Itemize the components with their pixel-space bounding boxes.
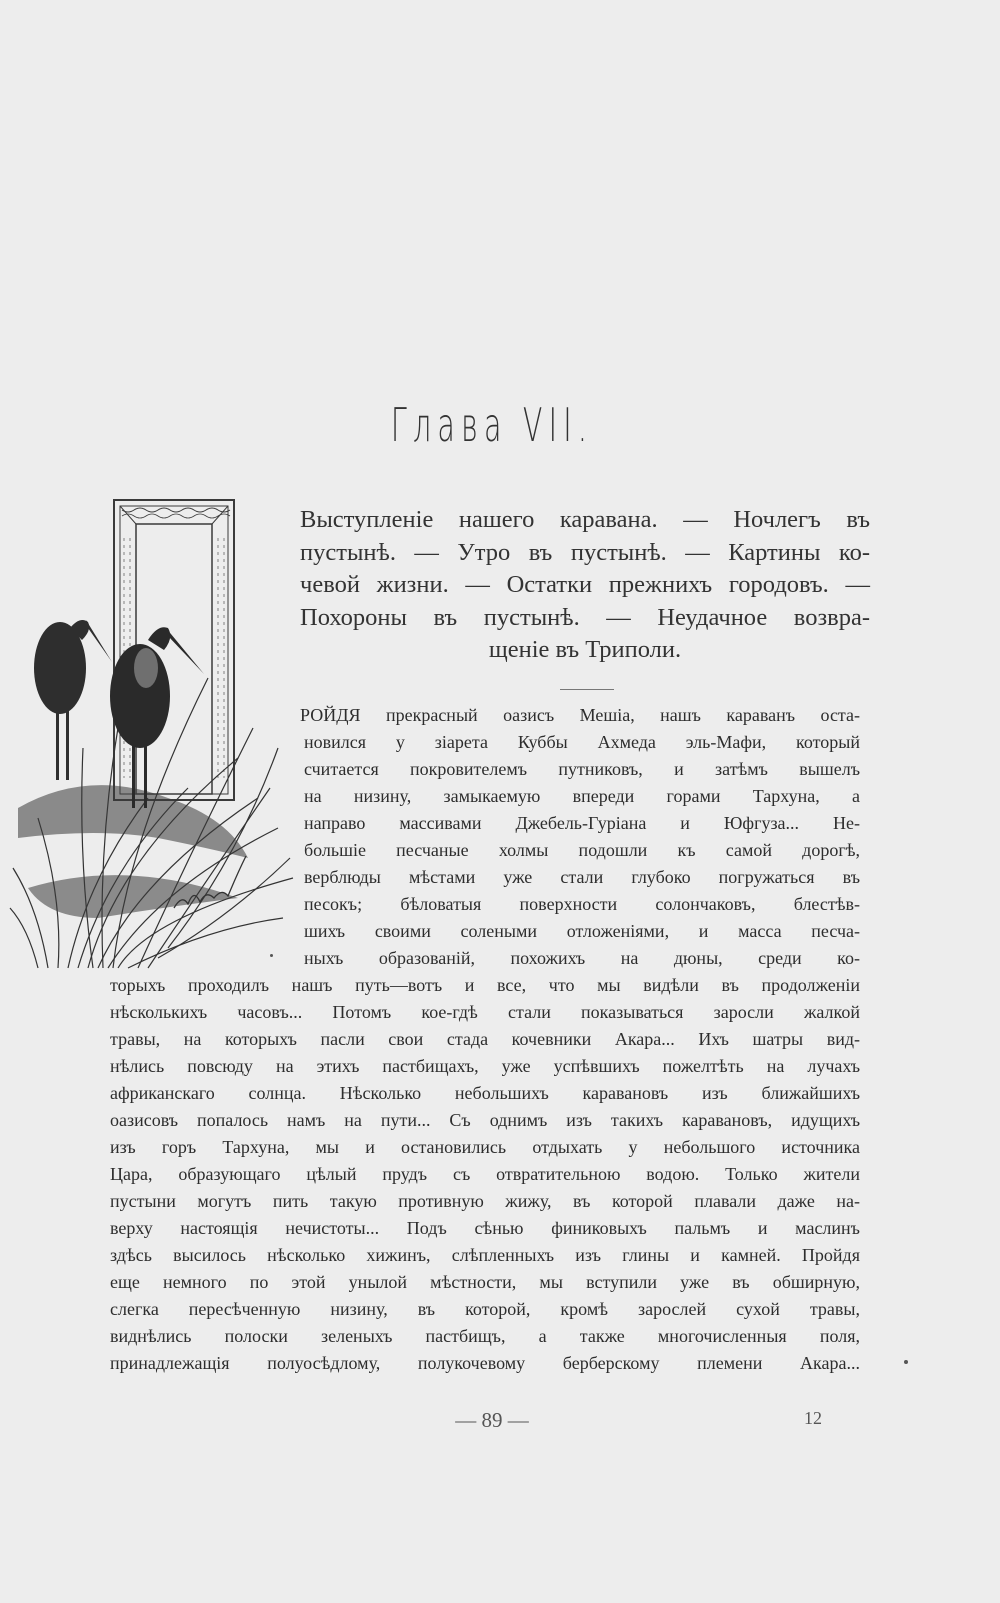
body-line: ныхъ образованій, похожихъ на дюны, среди ко- [304,948,860,968]
chapter-summary [300,504,870,667]
stork-illustration [8,498,298,978]
summary-line: Выступленіе нашего каравана. — Ночлегъ въ [300,506,870,533]
body-line: торыхъ проходилъ нашъ путь—вотъ и все, что мы видѣли въ продолженіи [110,975,860,995]
body-line: считается покровителемъ путниковъ, и затѣмъ вышелъ [304,759,860,779]
body-line: на низину, замыкаемую впереди горами Тархуна, а [304,786,860,806]
body-line: верху настоящія нечистоты... Подъ сѣнью финиковыхъ пальмъ и маслинъ [110,1218,860,1238]
body-line: Цара, образующаго цѣлый прудъ съ отвратительною водою. Только жители [110,1164,860,1184]
section-divider [560,689,614,690]
body-line: шихъ своими солеными отложеніями, и масса песча- [304,921,860,941]
body-line: новился у зіарета Куббы Ахмеда эль-Мафи, который [304,732,860,752]
body-line: оазисовъ попалось намъ на пути... Съ однимъ изъ такихъ каравановъ, идущихъ [110,1110,860,1130]
body-line: нѣлись повсюду на этихъ пастбищахъ, уже успѣвшихъ пожелтѣть на лучахъ [110,1056,860,1076]
page-number: — 89 — [455,1408,529,1432]
body-line: песокъ; бѣловатыя поверхности солончаковъ, блестѣв- [304,894,860,914]
stork-right [110,627,204,808]
body-line: РОЙДЯ прекрасный оазисъ Мешіа, нашъ караванъ оста- [300,705,860,725]
signature-mark: 12 [804,1408,822,1428]
body-line: верблюды мѣстами уже стали глубоко погружаться въ [304,867,860,887]
paper-speck [904,1360,908,1364]
body-line: нѣсколькихъ часовъ... Потомъ кое-гдѣ стали показываться заросли жалкой [110,1002,860,1022]
paper-speck [270,954,273,957]
body-line: большіе песчаные холмы подошли къ самой дорогѣ, [304,840,860,860]
body-line: еще немного по этой унылой мѣстности, мы вступили уже въ обширную, [110,1272,860,1292]
summary-line: Похороны въ пустынѣ. — Неудачное возвра- [300,603,870,631]
stork-left [34,620,112,780]
summary-line: пустынѣ. — Утро въ пустынѣ. — Картины ко- [300,538,870,566]
body-line: африканскаго солнца. Нѣсколько небольшихъ каравановъ изъ ближайшихъ [110,1083,860,1103]
body-line: слегка пересѣченную низину, въ которой, кромѣ зарослей сухой травы, [110,1299,860,1319]
summary-line: чевой жизни. — Остатки прежнихъ городовъ. — [300,571,870,598]
body-line: травы, на которыхъ пасли свои стада кочевники Акара... Ихъ шатры вид- [110,1029,860,1049]
body-line: пустыни могутъ пить такую противную жижу, въ которой плавали даже на- [110,1191,860,1211]
chapter-title: Глава VII. [390,398,594,452]
summary-line: щеніе въ Триполи. [488,636,682,663]
body-line: принадлежащія полуосѣдлому, полукочевому берберскому племени Акара... [110,1353,860,1373]
body-line: направо массивами Джебель-Гуріана и Юфгуза... Не- [304,813,860,833]
body-line: здѣсь высилось нѣсколько хижинъ, слѣпленныхъ изъ глины и камней. Пройдя [110,1245,860,1265]
body-line: изъ горъ Тархуна, мы и остановились отдыхать у небольшого источника [110,1137,860,1157]
body-line: виднѣлись полоски зеленыхъ пастбищъ, а также многочисленныя поля, [110,1326,860,1346]
